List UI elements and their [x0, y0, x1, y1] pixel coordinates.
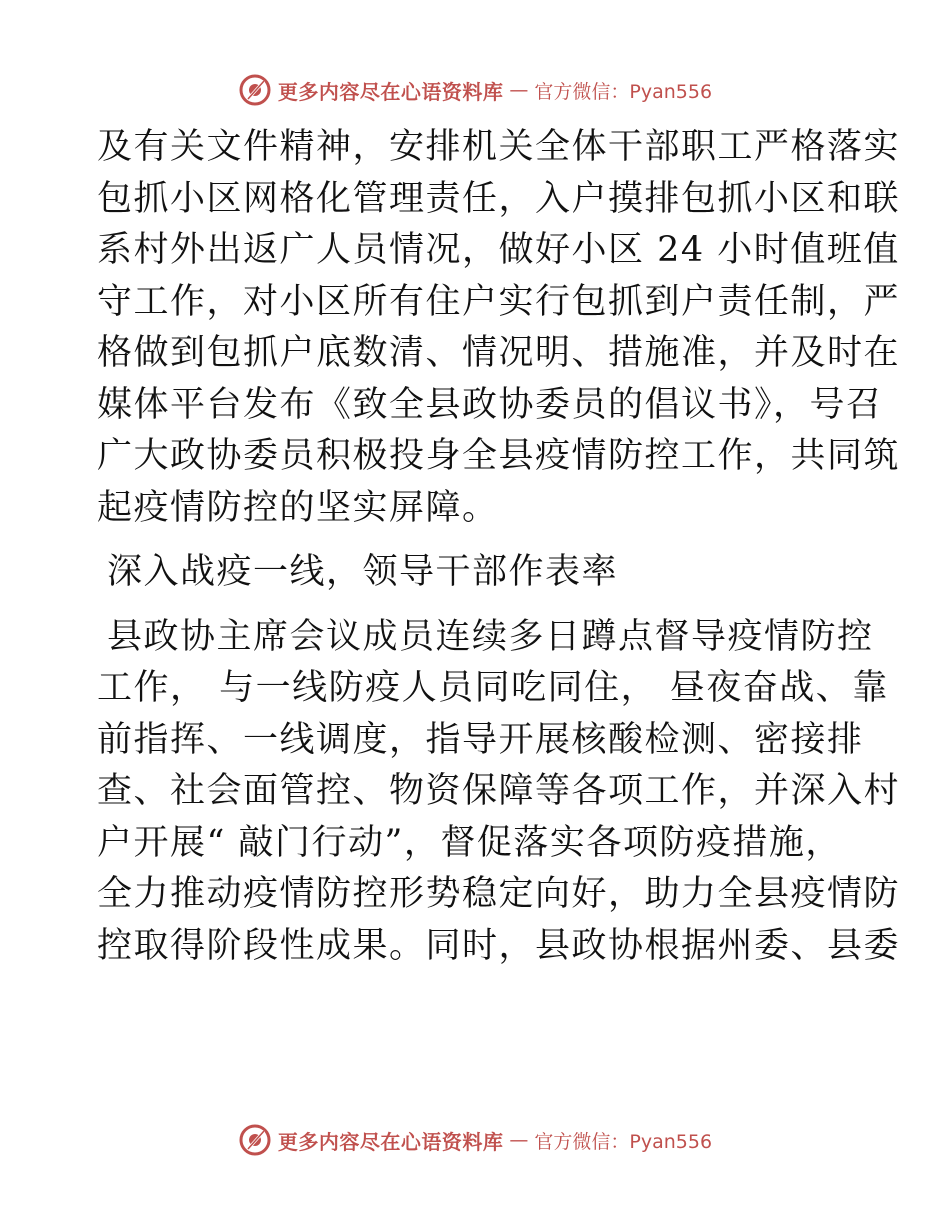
paragraph-line: 系村外出返广人员情况，做好小区 24 小时值班值	[97, 230, 900, 270]
library-logo-icon	[238, 1123, 272, 1157]
paragraph-line: 控取得阶段性成果。同时，县政协根据州委、县委	[97, 925, 901, 966]
paragraph-line: 包抓小区网格化管理责任，入户摸排包抓小区和联	[97, 178, 901, 219]
watermark-wechat: 官方微信：Pyan556	[534, 1130, 713, 1153]
watermark-text: 更多内容尽在心语资料库	[277, 79, 504, 104]
paragraph-1	[97, 122, 901, 534]
paragraph-line: 媒体平台发布《致全县政协委员的倡议书》，号召	[97, 384, 883, 425]
paragraph-line: 格做到包抓户底数清、情况明、措施准，并及时在	[97, 333, 901, 373]
paragraph-line: 户开展“ 敲门行动”，督促落实各项防疫措施，	[97, 822, 842, 863]
watermark-text: 更多内容尽在心语资料库	[277, 1129, 504, 1154]
document-body	[97, 122, 901, 972]
watermark-wechat: 官方微信：Pyan556	[534, 80, 713, 103]
library-logo-icon	[238, 73, 272, 107]
watermark-separator: —	[509, 1129, 529, 1151]
section-heading: 深入战疫一线，领导干部作表率	[107, 552, 619, 592]
paragraph-line: 全力推动疫情防控形势稳定向好，助力全县疫情防	[97, 874, 901, 914]
paragraph-2	[97, 612, 901, 973]
watermark-banner-bottom	[0, 1120, 950, 1160]
paragraph-line: 广大政协委员积极投身全县疫情防控工作，共同筑	[97, 436, 901, 476]
paragraph-line: 起疫情防控的坚实屏障。	[97, 487, 499, 528]
paragraph-line: 及有关文件精神，安排机关全体干部职工严格落实	[97, 127, 901, 167]
paragraph-line: 工作， 与一线防疫人员同吃同住， 昼夜奋战、靠	[97, 668, 889, 708]
watermark-banner-top	[0, 70, 950, 110]
paragraph-line: 前指挥、一线调度，指导开展核酸检测、密接排	[97, 719, 864, 760]
paragraph-line: 县政协主席会议成员连续多日蹲点督导疫情防控	[107, 616, 874, 657]
watermark-separator: —	[509, 79, 529, 101]
paragraph-line: 查、社会面管控、物资保障等各项工作，并深入村	[97, 771, 901, 811]
paragraph-line: 守工作，对小区所有住户实行包抓到户责任制，严	[97, 281, 901, 322]
